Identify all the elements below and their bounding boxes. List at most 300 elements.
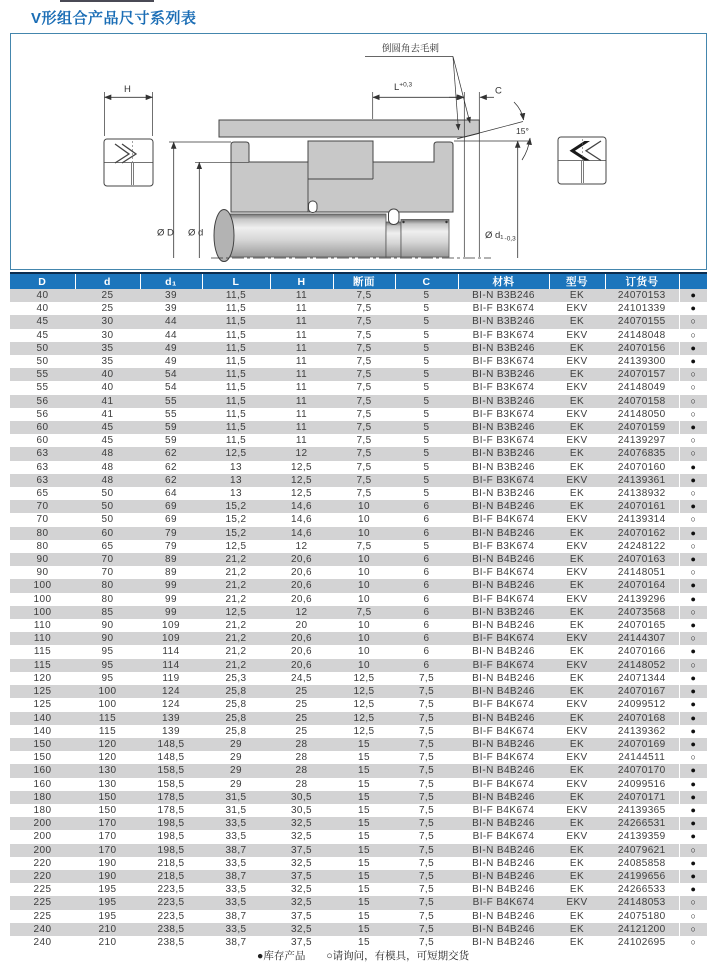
status-cell: ○ (679, 896, 707, 909)
cell: BI-F B3K674 (472, 408, 535, 420)
cell: BI-N B3B246 (472, 461, 535, 473)
cell: 6 (423, 620, 430, 632)
cell: 70 (101, 554, 114, 566)
cell: 5 (423, 408, 430, 420)
cell: 20,6 (290, 580, 313, 592)
cell: 12,5 (290, 461, 313, 473)
cell: 160 (33, 765, 52, 777)
cell: 195 (98, 910, 117, 922)
cell: 65 (36, 488, 49, 500)
table-row (10, 751, 707, 764)
cell: 10 (358, 527, 370, 539)
table-row (10, 540, 707, 553)
cell: 6 (423, 554, 430, 566)
cell: BI-N B4B246 (472, 580, 535, 592)
cell: 60 (36, 435, 49, 447)
cell: 100 (98, 699, 117, 711)
table-row (10, 487, 707, 500)
cell: 28 (295, 752, 308, 764)
status-cell: ● (679, 778, 707, 791)
cell: 24070153 (617, 290, 666, 301)
cell: 5 (423, 290, 430, 301)
cell: BI-F B3K674 (472, 356, 535, 368)
cell: 50 (101, 501, 114, 513)
cell: 55 (165, 408, 177, 420)
cell: 24,5 (290, 672, 313, 684)
cell: 240 (33, 936, 52, 948)
status-cell: ● (679, 830, 707, 843)
cell: 95 (101, 659, 114, 671)
cell: 39 (165, 303, 177, 315)
cell: 11,5 (225, 356, 247, 368)
cell: BI-N B4B246 (472, 870, 535, 882)
cell: 69 (165, 501, 177, 513)
cell: 89 (165, 567, 177, 579)
cell: 24070158 (617, 395, 666, 407)
table-row (10, 368, 707, 381)
seal-gland (231, 141, 453, 212)
cell: EK (569, 844, 585, 856)
cell: BI-N B4B246 (472, 936, 535, 948)
cell: 7,5 (418, 884, 435, 896)
cell: 21,2 (225, 580, 247, 592)
cell: 170 (98, 831, 117, 843)
cell: 5 (423, 369, 430, 381)
col-header-order-no: 订货号 (605, 273, 679, 289)
cell: 24075180 (617, 910, 666, 922)
cell: BI-N B4B246 (472, 884, 535, 896)
cell: 190 (98, 857, 117, 869)
cell: 15,2 (225, 514, 247, 526)
cell: 180 (33, 791, 52, 803)
table-row (10, 329, 707, 342)
cell: 210 (98, 936, 117, 948)
cell: 24139300 (617, 356, 666, 368)
cell: 60 (36, 422, 49, 434)
cell: 25,8 (225, 699, 247, 711)
cell: 35 (101, 356, 114, 368)
cell: 49 (165, 342, 177, 354)
status-cell: ● (679, 698, 707, 711)
cell: BI-F B4K674 (472, 699, 535, 711)
cell: 7,5 (418, 831, 435, 843)
cell: 20,6 (290, 554, 313, 566)
cell: BI-F B4K674 (472, 567, 535, 579)
cell: 6 (423, 606, 430, 618)
cell: 11 (295, 382, 308, 394)
cell: 5 (423, 382, 430, 394)
cell: 24101339 (617, 303, 666, 315)
cell: EK (569, 554, 585, 566)
cell: 80 (36, 527, 49, 539)
cell: 25 (295, 699, 308, 711)
cell: 24266533 (617, 884, 666, 896)
cell: EK (569, 818, 585, 830)
col-header-H: H (270, 273, 333, 289)
cell: 220 (33, 870, 52, 882)
cell: 24085858 (617, 857, 666, 869)
cell: 7,5 (356, 395, 372, 407)
cell: 13 (230, 461, 242, 473)
cell: EKV (566, 699, 588, 711)
status-cell: ● (679, 817, 707, 830)
cell: 38,7 (225, 910, 247, 922)
cell: BI-F B3K674 (472, 540, 535, 552)
cell: 15 (358, 884, 370, 896)
cell: 100 (33, 593, 52, 605)
cell: 7,5 (418, 804, 435, 816)
cell: 25 (295, 686, 308, 698)
cell: 15 (358, 804, 370, 816)
cell: 6 (423, 633, 430, 645)
cell: BI-F B4K674 (472, 659, 535, 671)
cell: BI-F B4K674 (472, 804, 535, 816)
status-cell: ○ (679, 540, 707, 553)
cell: 110 (33, 633, 52, 645)
cell: EKV (566, 514, 588, 526)
cell: BI-N B4B246 (472, 527, 535, 539)
cell: EKV (566, 382, 588, 394)
cell: 225 (33, 910, 52, 922)
shaft-end-cap (214, 210, 234, 262)
cell: BI-N B3B246 (472, 316, 535, 328)
cell: EKV (566, 474, 588, 486)
table-row (10, 355, 707, 368)
cell: 7,5 (356, 316, 372, 328)
cell: 11 (295, 290, 308, 301)
cell: 14,6 (290, 527, 313, 539)
cell: 7,5 (356, 303, 372, 315)
cell: 59 (165, 422, 177, 434)
cell: 30 (101, 316, 114, 328)
cell: 240 (33, 923, 52, 935)
cell: 140 (33, 712, 52, 724)
cell: 11,5 (225, 290, 247, 301)
cell: 24121200 (617, 923, 666, 935)
cell: 24070155 (617, 316, 666, 328)
cell: 223,5 (157, 897, 185, 909)
cell: EK (569, 686, 585, 698)
cell: 100 (33, 606, 52, 618)
cell: 238,5 (157, 923, 185, 935)
cell: BI-F B4K674 (472, 831, 535, 843)
cell: BI-N B4B246 (472, 923, 535, 935)
cell: 115 (98, 725, 117, 737)
cell: 10 (358, 514, 370, 526)
cell: 7,5 (418, 923, 435, 935)
table-row (10, 844, 707, 857)
cell: 198,5 (157, 831, 185, 843)
cell: 24144511 (618, 752, 666, 764)
cell: 50 (36, 342, 49, 354)
cell: 198,5 (157, 844, 185, 856)
cell: 70 (36, 501, 49, 513)
cell: EK (569, 923, 585, 935)
cell: 24071344 (617, 672, 666, 684)
cell: BI-N B4B246 (472, 818, 535, 830)
cell: 62 (165, 448, 177, 460)
cell: 29 (230, 738, 242, 750)
cell: 21,2 (225, 620, 247, 632)
cell: 7,5 (356, 408, 372, 420)
cell: 25,3 (225, 672, 247, 684)
cell: 198,5 (157, 818, 185, 830)
cell: 238,5 (157, 936, 185, 948)
cell: 20,6 (290, 659, 313, 671)
status-cell: ● (679, 527, 707, 540)
cell: EK (569, 290, 585, 301)
cell: 24144307 (617, 633, 666, 645)
cell: 6 (423, 659, 430, 671)
table-header (10, 273, 707, 289)
cell: 20,6 (290, 567, 313, 579)
cell: 24099516 (617, 778, 666, 790)
cell: 40 (101, 382, 114, 394)
cell: 7,5 (418, 844, 435, 856)
cell: 80 (36, 540, 49, 552)
cell: 218,5 (157, 870, 185, 882)
cell: 148,5 (157, 752, 185, 764)
cell: 10 (358, 501, 370, 513)
cell: 6 (423, 646, 430, 658)
cell: 7,5 (418, 857, 435, 869)
table-row (10, 672, 707, 685)
cell: 11,5 (225, 435, 247, 447)
cell: BI-N B3B246 (472, 369, 535, 381)
cell: BI-N B4B246 (472, 646, 535, 658)
cell: 11 (295, 303, 308, 315)
cell: 41 (101, 408, 114, 420)
cell: 12 (295, 606, 308, 618)
table-row (10, 870, 707, 883)
cell: EK (569, 422, 585, 434)
table-row (10, 579, 707, 592)
cell: 99 (165, 606, 177, 618)
cell: BI-F B4K674 (472, 725, 535, 737)
cell: 24070171 (617, 791, 666, 803)
cell: BI-N B4B246 (472, 857, 535, 869)
cell: 7,5 (356, 422, 372, 434)
cell: 170 (98, 844, 117, 856)
cell: 15 (358, 923, 370, 935)
cell: 21,2 (225, 633, 247, 645)
cell: 14,6 (290, 501, 313, 513)
cell: EK (569, 857, 585, 869)
status-cell: ● (679, 712, 707, 725)
table-row (10, 566, 707, 579)
table-row (10, 645, 707, 658)
cell: 25,8 (225, 712, 247, 724)
table-row (10, 632, 707, 645)
cell: 24148053 (617, 897, 666, 909)
status-cell: ● (679, 738, 707, 751)
cell: 12 (295, 448, 308, 460)
cell: 7,5 (418, 791, 435, 803)
cell: 48 (101, 448, 114, 460)
dim-label-H: H (124, 84, 131, 95)
cell: 6 (423, 514, 430, 526)
table-row (10, 725, 707, 738)
cell: 99 (165, 593, 177, 605)
cell: 7,5 (418, 870, 435, 882)
cell: 24139362 (617, 725, 666, 737)
cell: 24070167 (617, 686, 666, 698)
status-cell: ○ (679, 751, 707, 764)
cell: 11,5 (225, 303, 247, 315)
status-cell: ○ (679, 395, 707, 408)
cell: EK (569, 369, 585, 381)
cell: EKV (566, 540, 588, 552)
cell: BI-N B4B246 (472, 712, 535, 724)
cell: 125 (33, 686, 52, 698)
status-cell: ○ (679, 329, 707, 342)
cell: 24070156 (617, 342, 666, 354)
cell: 25,8 (225, 686, 247, 698)
cell: 33,5 (225, 831, 247, 843)
cell: 49 (165, 356, 177, 368)
cell: 7,5 (356, 448, 372, 460)
cell: 7,5 (356, 461, 372, 473)
col-header-D: D (10, 273, 75, 289)
cell: 6 (423, 567, 430, 579)
cell: 190 (98, 870, 117, 882)
status-cell: ● (679, 355, 707, 368)
status-cell: ● (679, 461, 707, 474)
cell: BI-N B4B246 (472, 765, 535, 777)
status-cell: ○ (679, 659, 707, 672)
cell: 90 (36, 567, 49, 579)
cell: EKV (566, 831, 588, 843)
legend-note: ●库存产品 ○请询问，有模具，可短期交货 (257, 950, 470, 962)
cell: BI-F B3K674 (472, 435, 535, 447)
col-header-C: C (395, 273, 458, 289)
cell: BI-F B3K674 (472, 329, 535, 341)
cell: 32,5 (290, 857, 313, 869)
cell: 12,5 (225, 606, 247, 618)
cell: 24070166 (617, 646, 666, 658)
cell: 150 (98, 791, 117, 803)
cell: 5 (423, 395, 430, 407)
cell: 6 (423, 593, 430, 605)
cell: 7,5 (356, 435, 372, 447)
table-row (10, 791, 707, 804)
cell: 10 (358, 567, 370, 579)
cell: 11,5 (225, 316, 247, 328)
status-cell: ○ (679, 368, 707, 381)
dim-label-L: $L^{+0,3}$ (394, 81, 413, 93)
cell: 24073568 (617, 606, 666, 618)
cell: 7,5 (356, 369, 372, 381)
status-cell: ● (679, 289, 707, 302)
cell: EK (569, 316, 585, 328)
cell: EK (569, 488, 585, 500)
status-cell: ● (679, 870, 707, 883)
cell: 56 (36, 408, 49, 420)
cell: 30,5 (290, 791, 313, 803)
cell: 24139297 (617, 435, 666, 447)
cell: 223,5 (157, 910, 185, 922)
cell: 24079621 (617, 844, 666, 856)
cell: 7,5 (418, 725, 435, 737)
cell: 7,5 (418, 818, 435, 830)
cell: 33,5 (225, 818, 247, 830)
cell: 109 (162, 620, 180, 632)
cell: BI-N B4B246 (472, 554, 535, 566)
cell: 195 (98, 897, 117, 909)
cell: EK (569, 461, 585, 473)
cell: BI-N B4B246 (472, 910, 535, 922)
cell: BI-N B4B246 (472, 620, 535, 632)
dim-label-diaD: Ø D (157, 227, 174, 239)
cell: 38,7 (225, 870, 247, 882)
cell: 24148051 (617, 567, 666, 579)
cell: EK (569, 606, 585, 618)
table-row (10, 857, 707, 870)
cell: 5 (423, 356, 430, 368)
cell: 65 (101, 540, 114, 552)
table-row (10, 474, 707, 487)
cell: 41 (101, 395, 114, 407)
cell: 5 (423, 461, 430, 473)
cell: 24148050 (617, 408, 666, 420)
cell: 24070164 (617, 580, 666, 592)
cell: 37,5 (290, 910, 313, 922)
cell: 33,5 (225, 857, 247, 869)
cell: 110 (33, 620, 52, 632)
cell: 178,5 (157, 804, 185, 816)
cell: 33,5 (225, 897, 247, 909)
cell: 11 (295, 395, 308, 407)
cell: 7,5 (356, 382, 372, 394)
cell: BI-F B4K674 (472, 752, 535, 764)
cell: 32,5 (290, 818, 313, 830)
cell: 210 (98, 923, 117, 935)
cell: 28 (295, 765, 308, 777)
cell: EK (569, 870, 585, 882)
cell: 55 (36, 382, 49, 394)
cell: 158,5 (157, 778, 185, 790)
cell: 25 (295, 725, 308, 737)
status-cell: ○ (679, 844, 707, 857)
cell: 37,5 (290, 844, 313, 856)
cell: 218,5 (157, 857, 185, 869)
dim-label-diad: Ø d (188, 227, 204, 239)
cell: 21,2 (225, 567, 247, 579)
cell: 15 (358, 818, 370, 830)
seal-section-drawing (11, 34, 706, 269)
cell: 15 (358, 897, 370, 909)
cell: 63 (36, 474, 49, 486)
cell: 7,5 (418, 936, 435, 948)
cell: 114 (162, 659, 180, 671)
cell: 10 (358, 593, 370, 605)
cell: 11 (295, 422, 308, 434)
cell: 15 (358, 844, 370, 856)
cell: 115 (33, 659, 52, 671)
cell: EK (569, 620, 585, 632)
cell: 90 (101, 633, 114, 645)
cell: 11,5 (225, 342, 247, 354)
cell: 5 (423, 422, 430, 434)
status-cell: ● (679, 553, 707, 566)
cell: 15,2 (225, 501, 247, 513)
table-row (10, 342, 707, 355)
status-cell: ○ (679, 923, 707, 936)
cell: 21,2 (225, 659, 247, 671)
cell: 225 (33, 897, 52, 909)
cell: 7,5 (356, 488, 372, 500)
cell: 139 (162, 725, 180, 737)
